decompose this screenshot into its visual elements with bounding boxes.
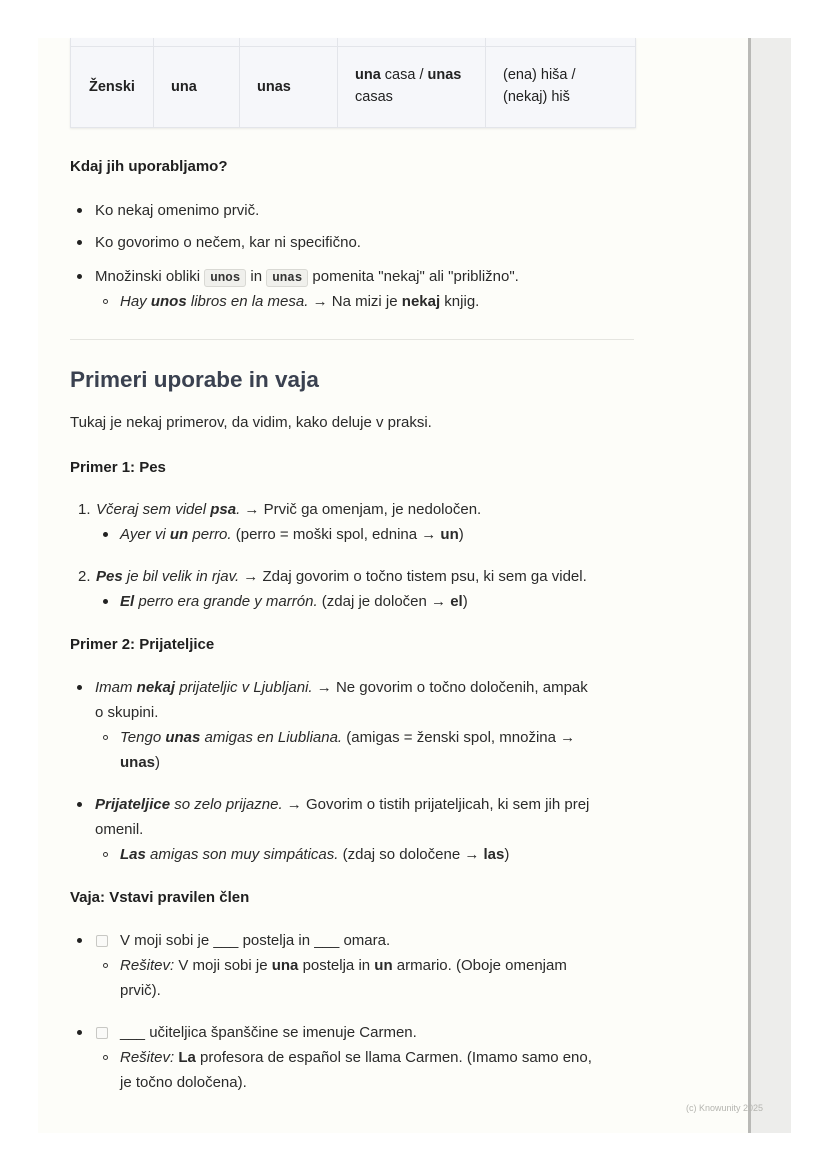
list-number: 2. xyxy=(78,568,91,585)
usage-item-1: Ko nekaj omenimo prvič. xyxy=(95,202,260,219)
example2-item1-cont: o skupini. xyxy=(95,704,159,721)
usage-heading: Kdaj jih uporabljamo? xyxy=(70,158,228,175)
table-cell-gender: Ženski xyxy=(89,79,135,95)
bullet xyxy=(77,802,82,807)
table-cell-singular: una xyxy=(171,79,197,95)
example2-sub2: Las amigas son muy simpáticas. (zdaj so določene → las) xyxy=(120,846,510,863)
exercise-solution1-cont: prvič). xyxy=(120,982,161,999)
sub-bullet xyxy=(103,852,108,857)
example1-sub1: Ayer vi un perro. (perro = moški spol, ednina → un) xyxy=(120,526,464,543)
code-unas: unas xyxy=(266,269,308,287)
column-divider xyxy=(153,38,154,127)
exercise-task1: V moji sobi je ___ postelja in ___ omara. xyxy=(120,932,391,949)
task1-checkbox[interactable] xyxy=(96,935,108,947)
column-divider xyxy=(239,38,240,127)
exercise-solution2-cont: je točno določena). xyxy=(120,1074,247,1091)
usage-item-3: Množinski obliki unos in unas pomenita "nekaj" ali "približno". xyxy=(95,268,519,285)
column-divider xyxy=(337,38,338,127)
sub-bullet xyxy=(103,735,108,740)
copyright-footer: (c) Knowunity 2025 xyxy=(686,1103,764,1113)
sub-bullet xyxy=(103,1055,108,1060)
example2-item2: Prijateljice so zelo prijazne. → Govorim o tistih prijateljicah, ki sem jih prej xyxy=(95,796,590,813)
divider xyxy=(70,339,634,340)
example2-sub1: Tengo unas amigas en Liubliana. (amigas = ženski spol, množina → xyxy=(120,729,576,746)
example1-heading: Primer 1: Pes xyxy=(70,459,166,476)
exercise-heading: Vaja: Vstavi pravilen člen xyxy=(70,889,250,906)
example1-sub2: El perro era grande y marrón. (zdaj je določen → el) xyxy=(120,593,468,610)
example2-item1: Imam nekaj prijateljic v Ljubljani. → Ne govorim o točno določenih, ampak xyxy=(95,679,588,696)
bullet xyxy=(77,1030,82,1035)
table-row-top xyxy=(71,38,635,47)
bullet xyxy=(77,240,82,245)
bullet xyxy=(77,274,82,279)
code-unos: unos xyxy=(204,269,246,287)
example1-item2: Pes je bil velik in rjav. → Zdaj govorim o točno tistem psu, ki sem ga videl. xyxy=(96,568,587,585)
examples-title: Primeri uporabe in vaja xyxy=(70,367,319,392)
example2-item2-cont: omenil. xyxy=(95,821,144,838)
scrollbar-track[interactable] xyxy=(751,38,791,1133)
articles-table xyxy=(70,38,636,128)
bullet xyxy=(103,599,108,604)
bullet xyxy=(77,938,82,943)
table-cell-plural: unas xyxy=(257,79,291,95)
example1-item1: Včeraj sem videl psa. → Prvič ga omenjam, je nedoločen. xyxy=(96,501,482,518)
table-cell-translation: (ena) hiša / (nekaj) hiš xyxy=(503,67,576,105)
column-divider xyxy=(485,38,486,127)
exercise-task2: ___ učiteljica španščine se imenuje Carmen. xyxy=(120,1024,417,1041)
exercise-solution1: Rešitev: V moji sobi je una postelja in un armario. (Oboje omenjam xyxy=(120,957,567,974)
list-number: 1. xyxy=(78,501,91,518)
examples-intro: Tukaj je nekaj primerov, da vidim, kako deluje v praksi. xyxy=(70,414,432,431)
example2-heading: Primer 2: Prijateljice xyxy=(70,636,215,653)
bullet xyxy=(77,685,82,690)
sub-bullet xyxy=(103,299,108,304)
usage-item-2: Ko govorimo o nečem, kar ni specifično. xyxy=(95,234,361,251)
exercise-solution2: Rešitev: La profesora de español se llama Carmen. (Imamo samo eno, xyxy=(120,1049,592,1066)
example2-sub1-cont: unas) xyxy=(120,754,161,771)
table-cell-example: una casa / unas casas xyxy=(355,67,462,105)
sub-bullet xyxy=(103,963,108,968)
bullet xyxy=(103,532,108,537)
task2-checkbox[interactable] xyxy=(96,1027,108,1039)
usage-sub-example: Hay unos libros en la mesa. → Na mizi je nekaj knjig. xyxy=(120,293,480,310)
bullet xyxy=(77,208,82,213)
